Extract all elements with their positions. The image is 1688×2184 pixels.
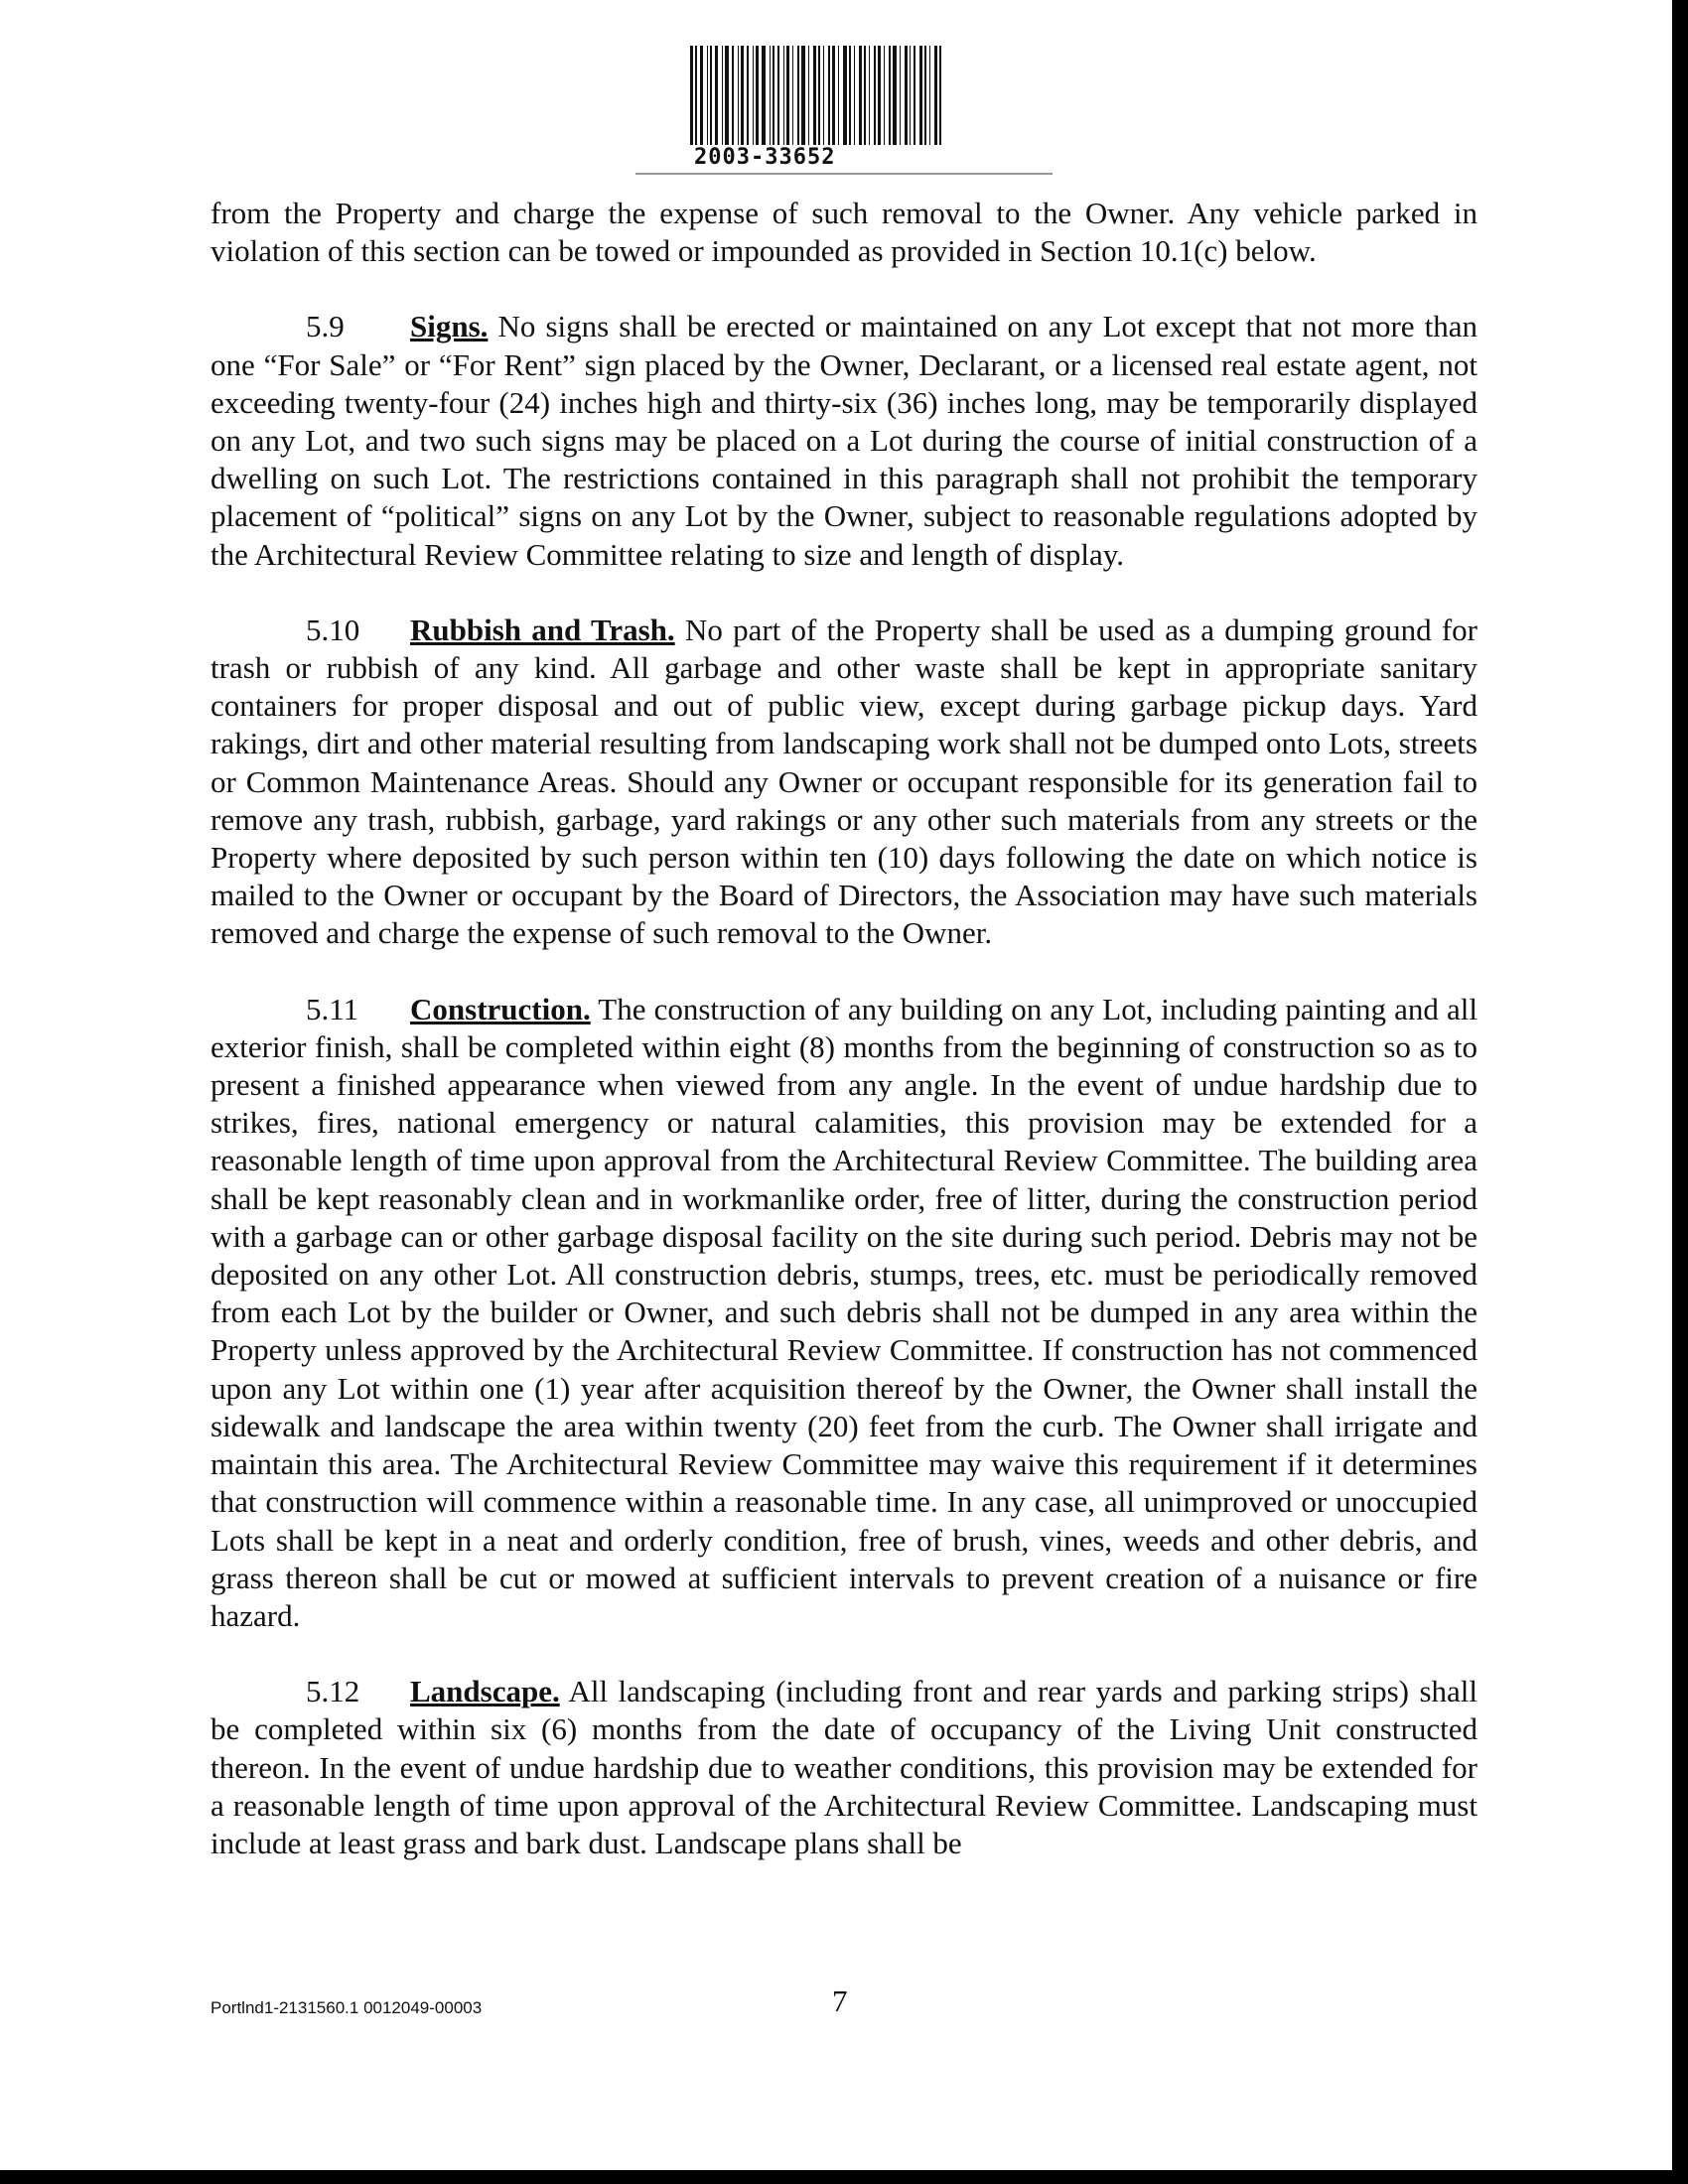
document-body — [211, 195, 1477, 1900]
section-5-9 — [211, 308, 1477, 573]
barcode-bar — [783, 46, 784, 145]
barcode-underline — [635, 173, 1053, 175]
barcode-bar — [900, 46, 901, 145]
barcode-bar — [690, 46, 693, 145]
barcode-bar — [732, 46, 734, 145]
barcode-bar — [919, 46, 922, 145]
section-text: No signs shall be erected or maintained on any Lot except that not more than one “For Sale” or “For Rent” sign placed by the Owner, Declarant, or a licensed real estate agent, not exceeding twenty-four (24) inches high and thirty-six (36) inches long, may be temporarily displayed on any Lot, and two such signs may be placed on a Lot during the course of initial construction of a dwelling on such Lot. The restrictions contained in this paragraph shall not prohibit the temporary placement of “political” signs on any Lot by the Owner, subject to reasonable regulations adopted by the Architectural Review Committee relating to size and length of display. — [211, 309, 1478, 572]
barcode-bar — [828, 46, 830, 145]
page-number: 7 — [832, 1983, 848, 2018]
section-text: All landscaping (including front and rear yards and parking strips) shall be completed within six (6) months from the date of occupancy of the Living Unit constructed thereon. In the event of undue hardship due to weather conditions, this provision may be extended for a reasonable length of time upon approval of the Architectural Review Committee. Landscaping must include at least grass and bark dust. Landscape plans shall be — [211, 1674, 1477, 1860]
barcode-bar — [797, 46, 799, 145]
barcode-bar — [905, 46, 908, 145]
barcode-bar — [929, 46, 930, 145]
barcode-bar — [770, 46, 771, 145]
barcode-bar — [700, 46, 703, 145]
barcode-bar — [849, 46, 851, 145]
barcode-bar — [741, 46, 744, 145]
section-number: 5.10 — [306, 612, 360, 647]
barcode-bar — [747, 46, 749, 145]
barcode-bar — [738, 46, 739, 145]
barcode-bar — [869, 46, 870, 145]
barcode-bar — [838, 46, 839, 145]
section-text: No part of the Property shall be used as a dumping ground for trash or rubbish of any kind. All garbage and other waste shall be kept in appropriate sanitary containers for proper disposal and out of public view, except during garbage pickup days. Yard rakings, dirt and other material resulting from landscaping work shall not be dumped onto Lots, streets or Common Maintenance Areas. Should any Owner or occupant responsible for its generation fail to remove any trash, rubbish, garbage, yard rakings or any other such materials from any streets or the Property where deposited by such person within ten (10) days following the date on which notice is mailed to the Owner or occupant by the Board of Directors, the Association may have such materials removed and charge the expense of such removal to the Owner. — [211, 612, 1478, 951]
barcode-bar — [813, 46, 816, 145]
section-text: The construction of any building on any Lot, including painting and all exterior finish, shall be completed within eight (8) months from the beginning of construction so as to present a finished appearance when viewed from any angle. In the event of undue hardship due to strikes, fires, national emergency or natural calamities, this provision may be extended for a reasonable length of time upon approval from the Architectural Review Committee. The building area shall be kept reasonably clean and in workmanlike order, free of litter, during the construction period with a garbage can or other garbage disposal facility on the site during such period. Debris may not be deposited on any other Lot. All construction debris, stumps, trees, etc. must be periodically removed from each Lot by the builder or Owner, and such debris shall not be dumped in any area within the Property unless approved by the Architectural Review Committee. If construction has not commenced upon any Lot within one (1) year after acquisition thereof by the Owner, the Owner shall install the sidewalk and landscape the area within twenty (20) feet from the curb. The Owner shall irrigate and maintain this area. The Architectural Review Committee may waive this requirement if it determines that construction will commence within a reasonable time. In any case, all unimproved or unoccupied Lots shall be kept in a neat and orderly condition, free of brush, vines, weeds and other debris, and grass thereon shall be cut or mowed at sufficient intervals to prevent creation of a nuisance or fire hazard. — [211, 991, 1477, 1633]
section-number: 5.12 — [306, 1674, 360, 1709]
barcode-bar — [762, 46, 766, 145]
barcode-bar — [773, 46, 774, 145]
barcode-bar — [792, 46, 793, 145]
barcode-bar — [884, 46, 885, 145]
section-heading: Construction. — [410, 991, 591, 1026]
section-5-12 — [211, 1673, 1477, 1862]
section-heading: Landscape. — [410, 1674, 560, 1709]
barcode-bar — [808, 46, 809, 145]
barcode-bar — [695, 46, 697, 145]
barcode-bar — [725, 46, 729, 145]
section-5-10 — [211, 612, 1477, 953]
barcode-bar — [777, 46, 779, 145]
barcode-bar — [707, 46, 708, 145]
barcode-bar — [864, 46, 866, 145]
barcode-bar — [854, 46, 855, 145]
barcode-bar — [893, 46, 897, 145]
barcode-bars — [690, 46, 1008, 145]
barcode-bar — [914, 46, 915, 145]
section-heading: Signs. — [410, 309, 489, 344]
barcode-number: 2003-33652 — [690, 145, 839, 170]
barcode-bar — [934, 46, 937, 145]
barcode-bar — [832, 46, 835, 145]
barcode-bar — [889, 46, 891, 145]
barcode-bar — [801, 46, 805, 145]
barcode-bar — [710, 46, 712, 145]
barcode-bar — [843, 46, 847, 145]
footer-doc-id: Portlnd1-2131560.1 0012049-00003 — [211, 1998, 483, 2017]
barcode-bar — [924, 46, 926, 145]
barcode-bar — [722, 46, 723, 145]
barcode-bar — [823, 46, 824, 145]
barcode-bar — [910, 46, 911, 145]
barcode-bar — [756, 46, 759, 145]
barcode-bar — [753, 46, 754, 145]
section-heading: Rubbish and Trash. — [410, 612, 675, 647]
intro-paragraph: from the Property and charge the expense of such removal to the Owner. Any vehicle parked in violation of this section can be towed or impounded as provided in Section 10.1(c) below. — [211, 196, 1477, 269]
scan-border-right — [1672, 0, 1688, 2184]
section-5-11 — [211, 991, 1477, 1635]
barcode-bar — [859, 46, 862, 145]
section-number: 5.9 — [306, 309, 345, 344]
barcode-bar — [878, 46, 881, 145]
scan-border-bottom — [0, 2170, 1688, 2184]
barcode-bar — [818, 46, 820, 145]
barcode-bar — [715, 46, 718, 145]
barcode-bar — [939, 46, 941, 145]
barcode — [690, 46, 1008, 170]
barcode-bar — [786, 46, 789, 145]
barcode-bar — [874, 46, 876, 145]
section-number: 5.11 — [306, 991, 359, 1026]
